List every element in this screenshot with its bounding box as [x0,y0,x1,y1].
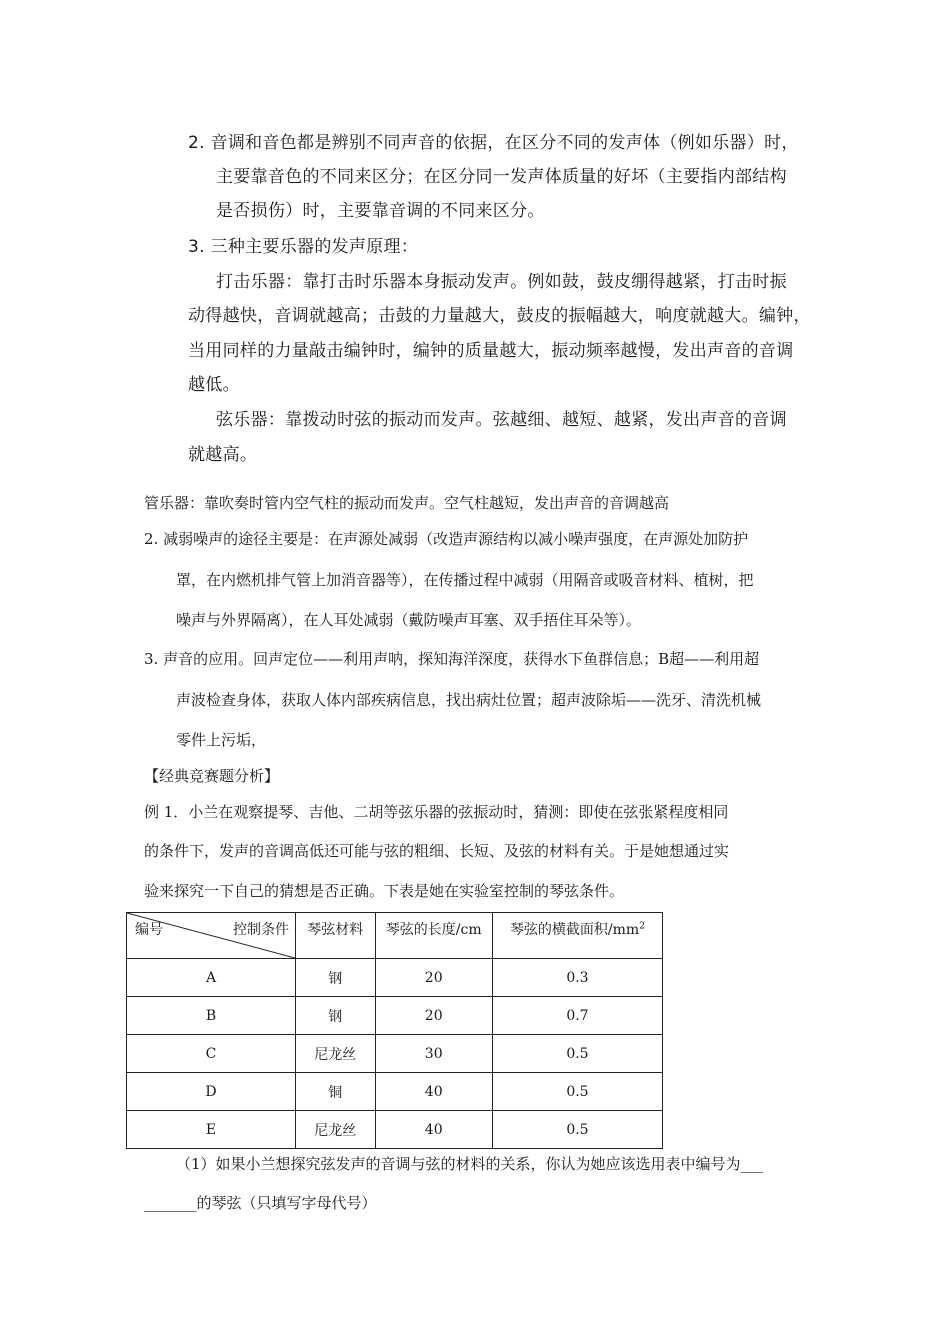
header-area-exponent: 2 [639,921,645,932]
table-row [127,1073,663,1111]
string-line1: 弦乐器：靠拨动时弦的振动而发声。弦越细、越短、越紧，发出声音的音调 [216,410,787,430]
percussion-line2: 动得越快，音调就越高；击鼓的力量越大，鼓皮的振幅越大，响度就越大。编钟， [188,306,811,326]
cell-material: 钢 [296,959,376,997]
wind-instrument-text: 管乐器：靠吹奏时管内空气柱的振动而发声。空气柱越短，发出声音的音调越高 [144,494,670,512]
cell-id: A [127,959,296,997]
table-row [127,959,663,997]
question1-line2: _______的琴弦（只填写字母代号） [144,1194,377,1212]
corner-label-condition: 控制条件 [233,922,289,938]
cell-material: 尼龙丝 [296,1035,376,1073]
item2-line3: 是否损伤）时，主要靠音调的不同来区分。 [216,201,545,221]
header-area-label: 琴弦的横截面积/mm [509,922,640,938]
cell-area: 0.5 [492,1035,662,1073]
table-row [127,1111,663,1149]
cell-id: B [127,997,296,1035]
cell-material: 尼龙丝 [296,1111,376,1149]
example-line1: 例 1．小兰在观察提琴、吉他、二胡等弦乐器的弦振动时，猜测：即使在弦张紧程度相同 [144,803,729,821]
cell-length: 40 [375,1073,492,1111]
cell-area: 0.5 [492,1073,662,1111]
application-line2: 声波检查身体，获取人体内部疾病信息，找出病灶位置；超声波除垢——洗牙、清洗机械 [176,691,762,709]
noise-line1: 2. 减弱噪声的途径主要是：在声源处减弱（改造声源结构以减小噪声强度，在声源处加防护 [144,530,749,548]
cell-length: 20 [375,959,492,997]
cell-area: 0.3 [492,959,662,997]
cell-id: D [127,1073,296,1111]
application-line3: 零件上污垢， [176,731,267,749]
item2-line2: 主要靠音色的不同来区分；在区分同一发声体质量的好坏（主要指内部结构 [216,167,787,187]
cell-material: 铜 [296,1073,376,1111]
cell-length: 40 [375,1111,492,1149]
cell-area: 0.5 [492,1111,662,1149]
example-line3: 验来探究一下自己的猜想是否正确。下表是她在实验室控制的琴弦条件。 [144,882,625,900]
table-row [127,1035,663,1073]
header-area [492,913,662,959]
header-length: 琴弦的长度/cm [375,913,492,959]
header-material: 琴弦材料 [296,913,376,959]
cell-id: C [127,1035,296,1073]
percussion-line4: 越低。 [188,375,240,395]
corner-label-id: 编号 [135,922,163,938]
table-corner-cell [127,913,296,959]
question1-line1: （1）如果小兰想探究弦发声的音调与弦的材料的关系，你认为她应该选用表中编号为___ [176,1155,764,1173]
cell-material: 钢 [296,997,376,1035]
cell-length: 30 [375,1035,492,1073]
item2-line1: 2. 音调和音色都是辨别不同声音的依据，在区分不同的发声体（例如乐器）时， [188,133,799,153]
table-row [127,997,663,1035]
noise-line2: 罩，在内燃机排气管上加消音器等），在传播过程中减弱（用隔音或吸音材料、植树，把 [176,571,754,589]
cell-area: 0.7 [492,997,662,1035]
cell-length: 20 [375,997,492,1035]
section-heading: 【经典竞赛题分析】 [144,767,280,785]
item3-line1: 3. 三种主要乐器的发声原理： [188,237,419,257]
percussion-line1: 打击乐器：靠打击时乐器本身振动发声。例如鼓，鼓皮绷得越紧，打击时振 [216,272,787,292]
string-line2: 就越高。 [188,445,258,465]
noise-line3: 噪声与外界隔离），在人耳处减弱（戴防噪声耳塞、双手捂住耳朵等）。 [176,611,642,629]
example-line2: 的条件下，发声的音调高低还可能与弦的粗细、长短、及弦的材料有关。于是她想通过实 [144,842,730,860]
cell-id: E [127,1111,296,1149]
table-header-row [127,913,663,959]
percussion-line3: 当用同样的力量敲击编钟时，编钟的质量越大，振动频率越慢，发出声音的音调 [188,341,794,361]
application-line1: 3. 声音的应用。回声定位——利用声呐，探知海洋深度，获得水下鱼群信息；B超——利用超 [144,650,760,668]
string-conditions-table [126,912,663,1149]
